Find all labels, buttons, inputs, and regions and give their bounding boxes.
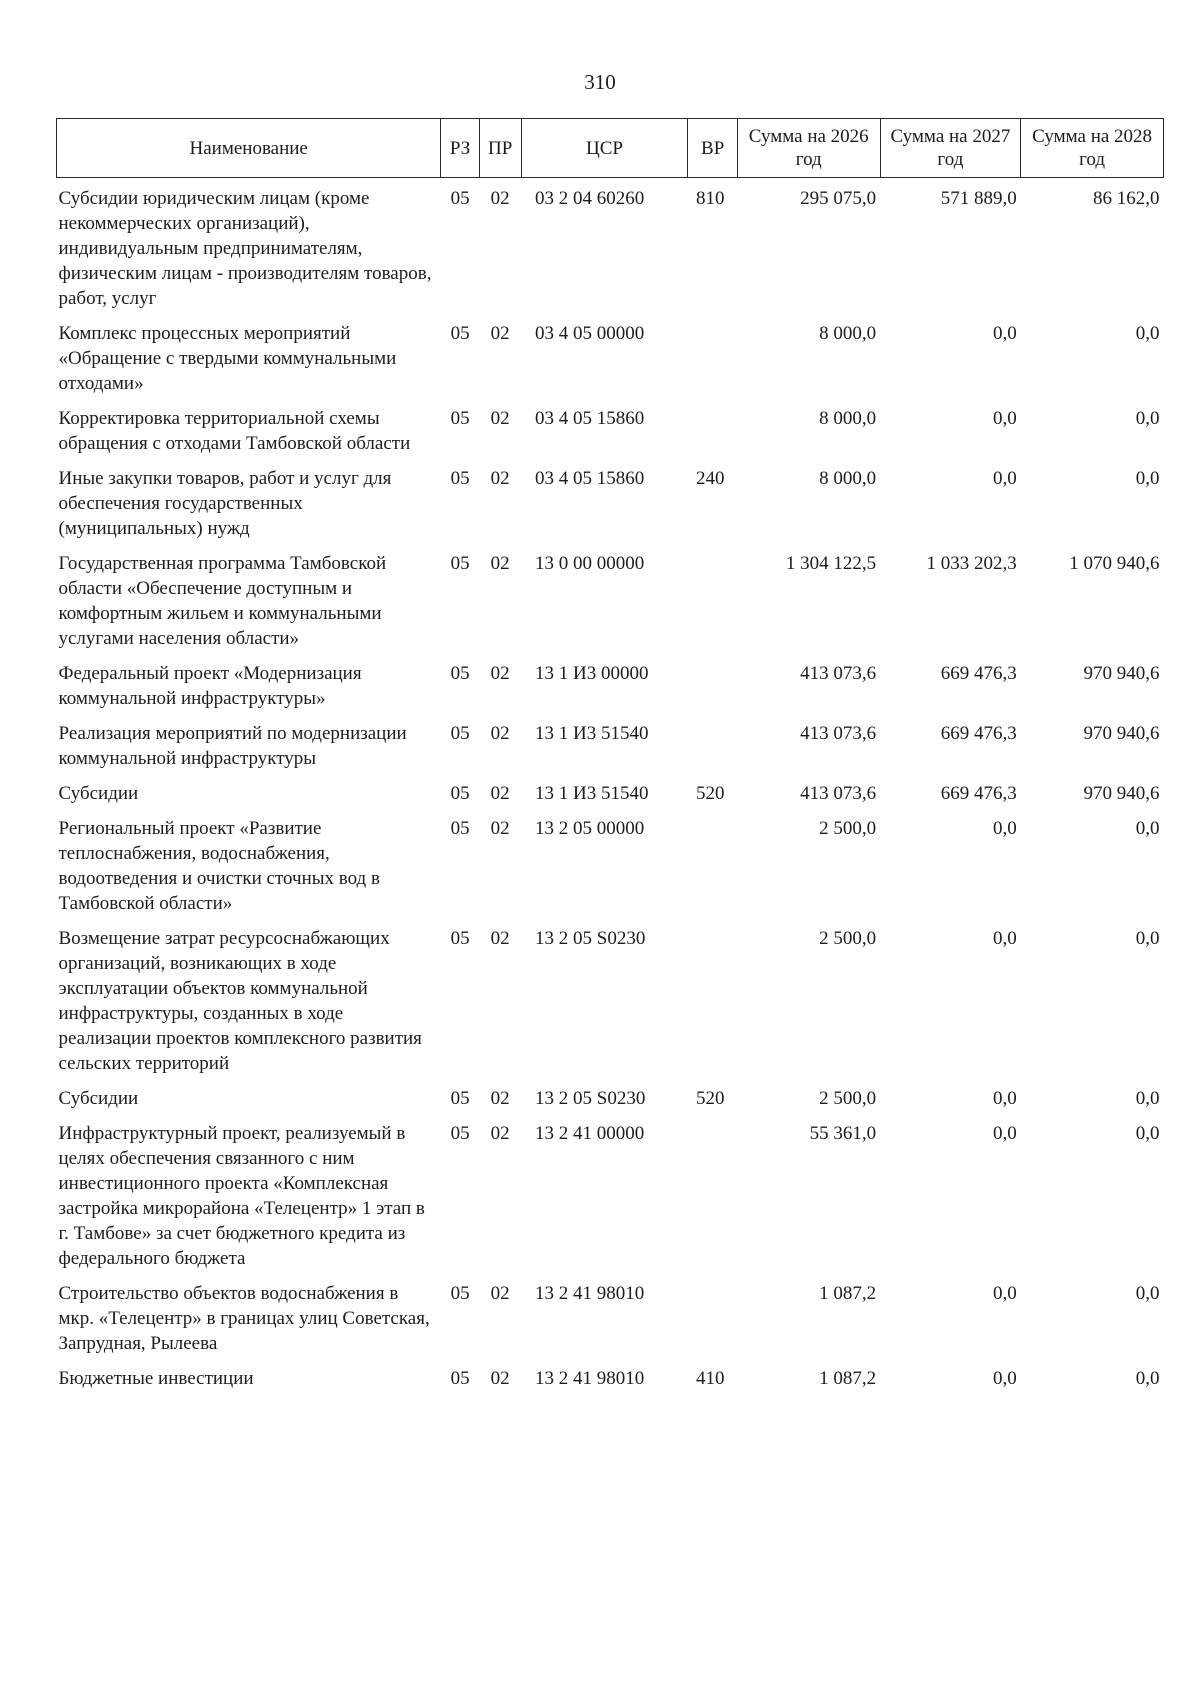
table-header: [57, 119, 1164, 178]
cell-sum-2026: 413 073,6: [800, 723, 877, 744]
table-row: [57, 926, 1164, 1086]
cell-csr: 03 4 05 15860: [535, 468, 645, 489]
cell-csr: 13 2 05 S0230: [535, 1088, 646, 1109]
cell-vr: 240: [695, 468, 725, 489]
cell-rz: 05: [450, 783, 470, 804]
cell-vr: [688, 926, 737, 1086]
cell-sum-2026: 2 500,0: [819, 928, 877, 949]
cell-name: Бюджетные инвестиции: [58, 1368, 254, 1389]
header-sum-2027: Сумма на 2027 год: [880, 119, 1021, 178]
table-row: [57, 466, 1164, 551]
cell-vr: [688, 406, 737, 466]
cell-vr: 410: [695, 1368, 725, 1389]
cell-csr: 03 2 04 60260: [535, 188, 645, 209]
cell-name: Строительство объектов водоснабжения в мкр. «Телецентр» в границах улиц Советская, Запрудная, Рылеева: [58, 1283, 430, 1354]
header-sum-2028: Сумма на 2028 год: [1021, 119, 1164, 178]
cell-csr: 13 2 05 S0230: [535, 928, 646, 949]
header-sum-2026: Сумма на 2026 год: [737, 119, 880, 178]
cell-rz: 05: [450, 1283, 470, 1304]
cell-pr: 02: [490, 323, 510, 344]
cell-name: Инфраструктурный проект, реализуемый в целях обеспечения связанного с ним инвестиционного проекта «Комплексная застройка микрорайона «Телецентр» 1 этап в г. Тамбове» за счет бюджетного кредита из федерального бюджета: [58, 1123, 425, 1269]
table-row: [57, 1121, 1164, 1281]
cell-csr: 13 2 41 98010: [535, 1283, 645, 1304]
cell-sum-2026: 2 500,0: [819, 1088, 877, 1109]
cell-sum-2027: 0,0: [992, 1088, 1017, 1109]
cell-csr: 13 2 05 00000: [535, 818, 645, 839]
cell-sum-2028: 0,0: [1135, 1088, 1160, 1109]
cell-sum-2026: 8 000,0: [819, 408, 877, 429]
cell-sum-2028: 0,0: [1135, 928, 1160, 949]
cell-sum-2026: 413 073,6: [800, 783, 877, 804]
cell-rz: 05: [450, 323, 470, 344]
table-row: [57, 178, 1164, 322]
cell-csr: 13 2 41 98010: [535, 1368, 645, 1389]
cell-name: Субсидии: [58, 783, 139, 804]
cell-vr: 520: [695, 783, 725, 804]
cell-sum-2028: 970 940,6: [1083, 723, 1160, 744]
table-row: [57, 781, 1164, 816]
table-row: [57, 321, 1164, 406]
cell-rz: 05: [450, 1368, 470, 1389]
cell-sum-2027: 669 476,3: [940, 783, 1017, 804]
cell-vr: [688, 551, 737, 661]
cell-sum-2027: 0,0: [992, 408, 1017, 429]
cell-sum-2028: 0,0: [1135, 1283, 1160, 1304]
cell-pr: 02: [490, 188, 510, 209]
table-row: [57, 1366, 1164, 1401]
cell-csr: 13 2 41 00000: [535, 1123, 645, 1144]
cell-sum-2027: 669 476,3: [940, 663, 1017, 684]
cell-sum-2026: 295 075,0: [800, 188, 877, 209]
table-row: [57, 661, 1164, 721]
cell-vr: [688, 661, 737, 721]
header-vr: ВР: [688, 119, 737, 178]
cell-sum-2028: 970 940,6: [1083, 663, 1160, 684]
cell-sum-2027: 0,0: [992, 468, 1017, 489]
cell-csr: 13 1 И3 51540: [535, 783, 649, 804]
cell-vr: [688, 721, 737, 781]
cell-sum-2027: 0,0: [992, 1123, 1017, 1144]
header-pr: ПР: [479, 119, 521, 178]
cell-sum-2026: 1 304 122,5: [785, 553, 877, 574]
cell-vr: [688, 321, 737, 406]
table-body: [57, 178, 1164, 1402]
cell-name: Государственная программа Тамбовской области «Обеспечение доступным и комфортным жильем и коммунальными услугами населения области»: [58, 553, 387, 649]
cell-vr: [688, 816, 737, 926]
cell-csr: 13 1 И3 51540: [535, 723, 649, 744]
cell-rz: 05: [450, 188, 470, 209]
cell-pr: 02: [490, 818, 510, 839]
cell-sum-2028: 970 940,6: [1083, 783, 1160, 804]
cell-vr: 520: [695, 1088, 725, 1109]
cell-sum-2026: 413 073,6: [800, 663, 877, 684]
header-csr: ЦСР: [521, 119, 688, 178]
cell-pr: 02: [490, 1088, 510, 1109]
cell-name: Комплекс процессных мероприятий «Обращение с твердыми коммунальными отходами»: [58, 323, 397, 394]
cell-sum-2028: 0,0: [1135, 1368, 1160, 1389]
cell-rz: 05: [450, 818, 470, 839]
cell-sum-2026: 2 500,0: [819, 818, 877, 839]
cell-sum-2027: 0,0: [992, 323, 1017, 344]
cell-sum-2028: 0,0: [1135, 468, 1160, 489]
cell-pr: 02: [490, 928, 510, 949]
cell-rz: 05: [450, 663, 470, 684]
cell-pr: 02: [490, 1123, 510, 1144]
cell-vr: 810: [695, 188, 725, 209]
table-row: [57, 721, 1164, 781]
cell-name: Федеральный проект «Модернизация коммунальной инфраструктуры»: [58, 663, 362, 709]
cell-csr: 13 1 И3 00000: [535, 663, 649, 684]
cell-sum-2027: 0,0: [992, 818, 1017, 839]
cell-sum-2026: 55 361,0: [809, 1123, 877, 1144]
cell-name: Корректировка территориальной схемы обращения с отходами Тамбовской области: [58, 408, 411, 454]
cell-pr: 02: [490, 408, 510, 429]
cell-vr: [688, 1281, 737, 1366]
cell-pr: 02: [490, 553, 510, 574]
cell-sum-2027: 0,0: [992, 1368, 1017, 1389]
cell-name: Реализация мероприятий по модернизации коммунальной инфраструктуры: [58, 723, 407, 769]
cell-rz: 05: [450, 468, 470, 489]
cell-csr: 03 4 05 00000: [535, 323, 645, 344]
cell-name: Возмещение затрат ресурсоснабжающих организаций, возникающих в ходе эксплуатации объектов коммунальной инфраструктуры, созданных в ходе реализации проектов комплексного развития сельских территорий: [58, 928, 422, 1074]
cell-sum-2027: 1 033 202,3: [926, 553, 1017, 574]
cell-sum-2028: 0,0: [1135, 408, 1160, 429]
cell-pr: 02: [490, 1283, 510, 1304]
cell-sum-2026: 1 087,2: [819, 1368, 877, 1389]
cell-pr: 02: [490, 468, 510, 489]
budget-table: [56, 118, 1164, 1401]
cell-rz: 05: [450, 553, 470, 574]
cell-pr: 02: [490, 723, 510, 744]
cell-sum-2027: 0,0: [992, 928, 1017, 949]
table-row: [57, 406, 1164, 466]
table-row: [57, 551, 1164, 661]
header-rz: РЗ: [441, 119, 479, 178]
cell-sum-2028: 0,0: [1135, 323, 1160, 344]
cell-vr: [688, 1121, 737, 1281]
table-row: [57, 816, 1164, 926]
cell-csr: 13 0 00 00000: [535, 553, 645, 574]
table-row: [57, 1281, 1164, 1366]
cell-rz: 05: [450, 928, 470, 949]
cell-pr: 02: [490, 663, 510, 684]
page-number: 310: [584, 70, 616, 94]
cell-name: Субсидии: [58, 1088, 139, 1109]
cell-name: Региональный проект «Развитие теплоснабжения, водоснабжения, водоотведения и очистки сточных вод в Тамбовской области»: [58, 818, 380, 914]
cell-csr: 03 4 05 15860: [535, 408, 645, 429]
header-name: Наименование: [57, 119, 441, 178]
cell-rz: 05: [450, 1088, 470, 1109]
cell-rz: 05: [450, 1123, 470, 1144]
cell-sum-2028: 86 162,0: [1093, 188, 1160, 209]
cell-sum-2028: 0,0: [1135, 818, 1160, 839]
cell-name: Иные закупки товаров, работ и услуг для обеспечения государственных (муниципальных) нужд: [58, 468, 392, 539]
cell-sum-2028: 1 070 940,6: [1069, 553, 1160, 574]
cell-sum-2027: 571 889,0: [940, 188, 1017, 209]
cell-sum-2027: 0,0: [992, 1283, 1017, 1304]
cell-sum-2028: 0,0: [1135, 1123, 1160, 1144]
cell-name: Субсидии юридическим лицам (кроме некоммерческих организаций), индивидуальным предпринимателям, физическим лицам - производителям товаров, работ, услуг: [58, 188, 432, 309]
cell-pr: 02: [490, 783, 510, 804]
cell-pr: 02: [490, 1368, 510, 1389]
cell-sum-2026: 8 000,0: [819, 468, 877, 489]
cell-rz: 05: [450, 408, 470, 429]
cell-rz: 05: [450, 723, 470, 744]
cell-sum-2027: 669 476,3: [940, 723, 1017, 744]
cell-sum-2026: 8 000,0: [819, 323, 877, 344]
cell-sum-2026: 1 087,2: [819, 1283, 877, 1304]
table-row: [57, 1086, 1164, 1121]
